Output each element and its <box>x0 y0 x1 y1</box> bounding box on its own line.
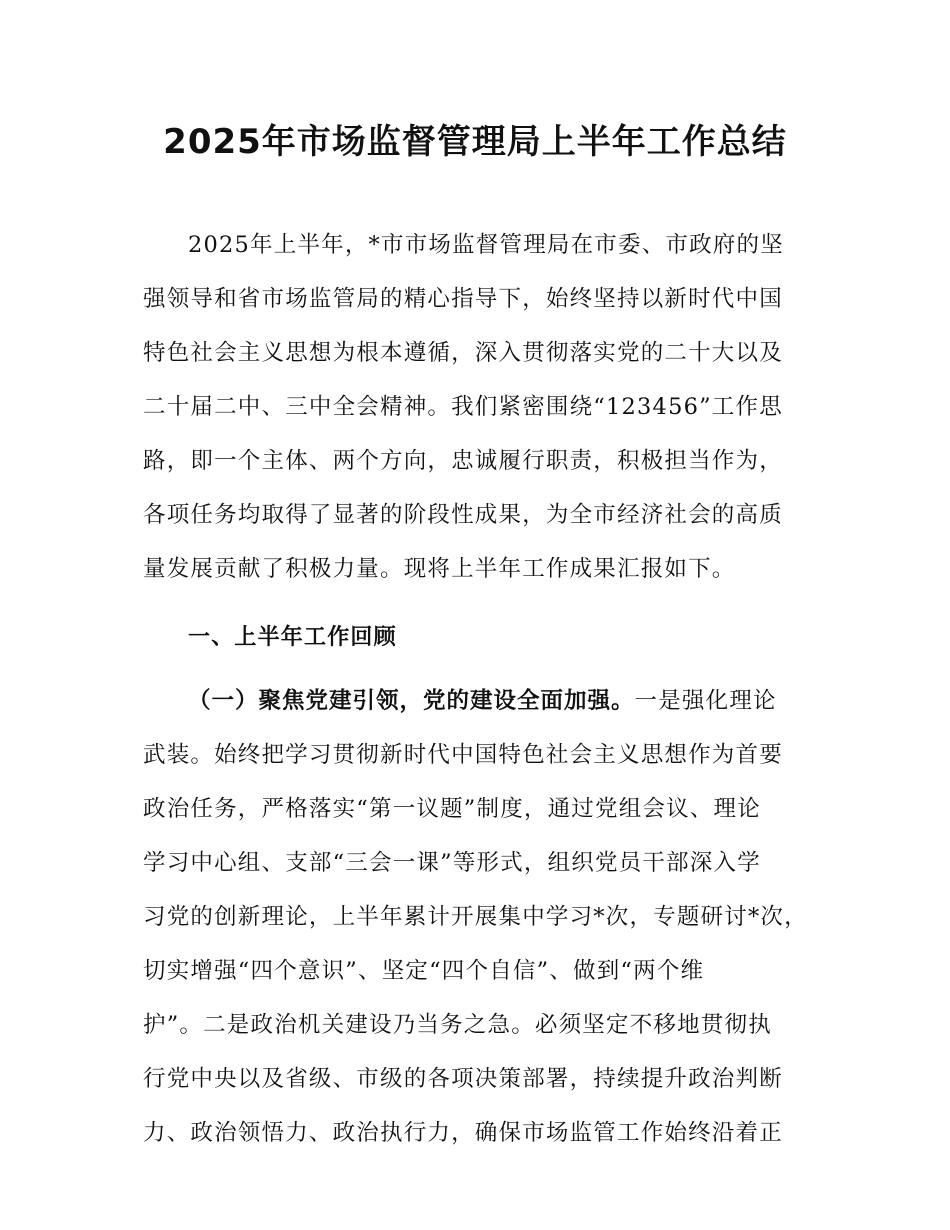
paragraph-line: 路，即一个主体、两个方向，忠诚履行职责，积极担当作为， <box>143 448 783 474</box>
paragraph-line: 2025年上半年，*市市场监督管理局在市委、市政府的坚 <box>188 232 784 258</box>
paragraph-line: 习党的创新理论，上半年累计开展集中学习*次，专题研讨*次， <box>143 904 808 930</box>
paragraph-line: 各项任务均取得了显著的阶段性成果，为全市经济社会的高质 <box>143 502 783 528</box>
paragraph-line: 量发展贡献了积极力量。现将上半年工作成果汇报如下。 <box>143 556 736 582</box>
section-heading-block <box>143 611 810 665</box>
section-heading: 一、上半年工作回顾 <box>188 625 397 650</box>
subsection-heading: （一）聚焦党建引领，党的建设全面加强。 <box>188 688 635 714</box>
paragraph-line-rest: 一是强化理论 <box>634 688 777 714</box>
paragraph-line: 政治任务，严格落实“第一议题”制度，通过党组会议、理论 <box>143 796 761 822</box>
paragraph-first-line <box>143 674 810 728</box>
paragraph-line: 行党中央以及省级、市级的各项决策部署，持续提升政治判断 <box>143 1066 783 1092</box>
paragraph-line: 武装。始终把学习贯彻新时代中国特色社会主义思想作为首要 <box>143 742 783 768</box>
document-title: 2025年市场监督管理局上半年工作总结 <box>163 122 787 162</box>
paragraph-line: 二十届二中、三中全会精神。我们紧密围绕“123456”工作思 <box>143 394 783 420</box>
paragraph-line: 学习中心组、支部“三会一课”等形式，组织党员干部深入学 <box>143 850 761 876</box>
paragraph-line: 切实增强“四个意识”、坚定“四个自信”、做到“两个维 <box>143 958 705 984</box>
subsection-paragraph <box>143 674 810 1160</box>
intro-paragraph <box>143 218 810 596</box>
paragraph-line: 强领导和省市场监管局的精心指导下，始终坚持以新时代中国 <box>143 286 783 312</box>
paragraph-line: 护”。二是政治机关建设乃当务之急。必须坚定不移地贯彻执 <box>143 1012 772 1038</box>
paragraph-line: 特色社会主义思想为根本遵循，深入贯彻落实党的二十大以及 <box>143 340 783 366</box>
paragraph-line: 力、政治领悟力、政治执行力，确保市场监管工作始终沿着正 <box>143 1120 783 1146</box>
